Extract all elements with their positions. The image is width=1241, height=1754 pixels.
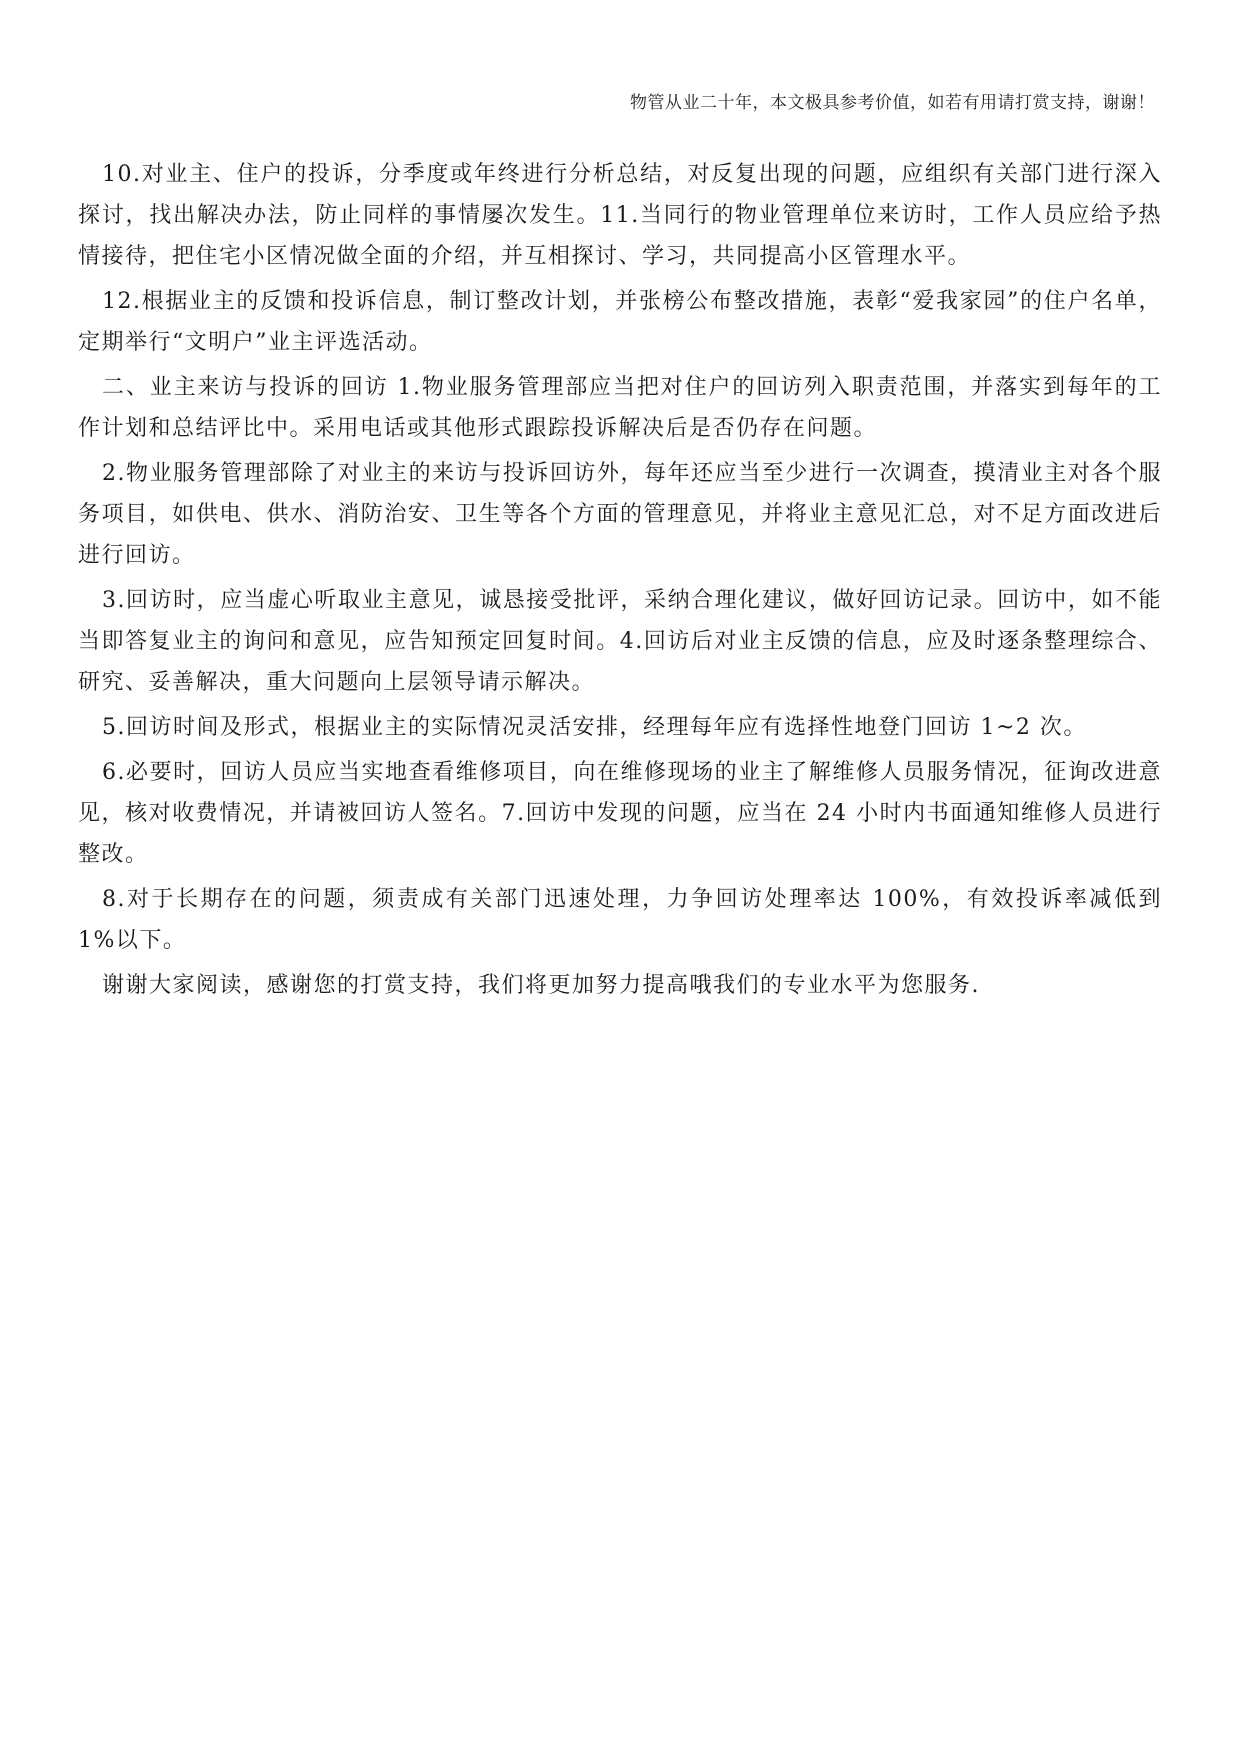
paragraph: 2.物业服务管理部除了对业主的来访与投诉回访外，每年还应当至少进行一次调查，摸清业主对各个服务项目，如供电、供水、消防治安、卫生等各个方面的管理意见，并将业主意见汇总，对不足方面改进后进行回访。 — [78, 461, 1162, 568]
paragraph: 6.必要时，回访人员应当实地查看维修项目，向在维修现场的业主了解维修人员服务情况，征询改进意见，核对收费情况，并请被回访人签名。7.回访中发现的问题，应当在 24 小时内书面通知维修人员进行整改。 — [78, 760, 1162, 867]
paragraph: 10.对业主、住户的投诉，分季度或年终进行分析总结，对反复出现的问题，应组织有关部门进行深入探讨，找出解决办法，防止同样的事情屡次发生。11.当同行的物业管理单位来访时，工作人员应给予热情接待，把住宅小区情况做全面的介绍，并互相探讨、学习，共同提高小区管理水平。 — [78, 162, 1162, 269]
paragraph: 3.回访时，应当虚心听取业主意见，诚恳接受批评，采纳合理化建议，做好回访记录。回访中，如不能当即答复业主的询问和意见，应告知预定回复时间。4.回访后对业主反馈的信息，应及时逐条整理综合、研究、妥善解决，重大问题向上层领导请示解决。 — [78, 588, 1162, 695]
paragraph: 8.对于长期存在的问题，须责成有关部门迅速处理，力争回访处理率达 100%，有效投诉率减低到 1%以下。 — [78, 887, 1162, 953]
closing-paragraph: 谢谢大家阅读，感谢您的打赏支持，我们将更加努力提高哦我们的专业水平为您服务. — [102, 973, 980, 998]
document-body — [78, 154, 1162, 1010]
paragraph: 5.回访时间及形式，根据业主的实际情况灵活安排，经理每年应有选择性地登门回访 1~2 次。 — [102, 715, 1087, 740]
paragraph: 二、业主来访与投诉的回访 1.物业服务管理部应当把对住户的回访列入职责范围，并落实到每年的工作计划和总结评比中。采用电话或其他形式跟踪投诉解决后是否仍存在问题。 — [78, 375, 1162, 441]
paragraph: 12.根据业主的反馈和投诉信息，制订整改计划，并张榜公布整改措施，表彰“爱我家园”的住户名单，定期举行“文明户”业主评选活动。 — [78, 289, 1162, 355]
header-note: 物管从业二十年，本文极具参考价值，如若有用请打赏支持，谢谢！ — [630, 93, 1155, 113]
